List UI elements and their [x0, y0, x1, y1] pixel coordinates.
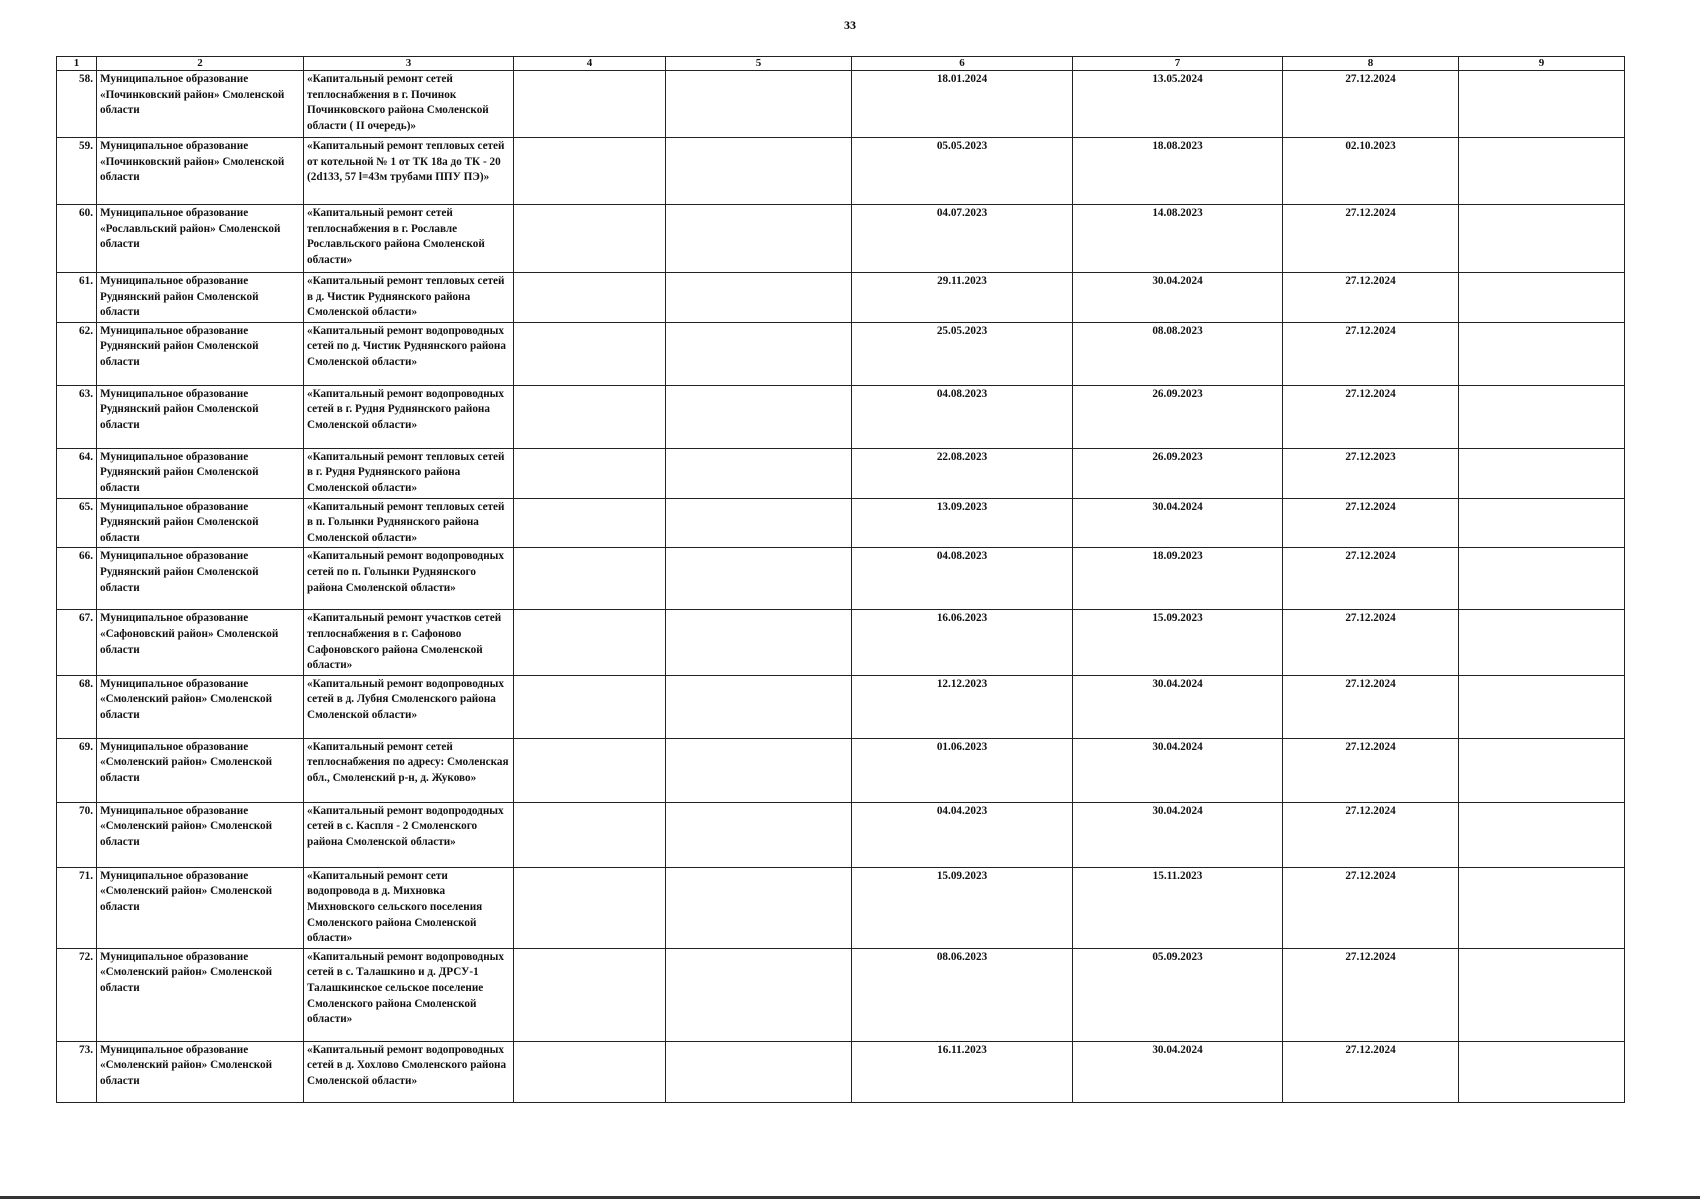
row-number: 67. [57, 610, 97, 675]
date-mid-cell: 30.04.2024 [1073, 802, 1283, 867]
municipality-cell: Муниципальное образование «Рославльский район» Смоленской области [97, 205, 304, 273]
column-4-cell [514, 675, 666, 738]
municipality-cell: Муниципальное образование «Смоленский район» Смоленской области [97, 1041, 304, 1102]
municipality-cell: Муниципальное образование «Смоленский район» Смоленской области [97, 675, 304, 738]
column-4-cell [514, 322, 666, 385]
row-number: 62. [57, 322, 97, 385]
row-number: 73. [57, 1041, 97, 1102]
bottom-rule [0, 1196, 1700, 1199]
column-4-cell [514, 948, 666, 1041]
row-number: 68. [57, 675, 97, 738]
object-cell: «Капитальный ремонт тепловых сетей от котельной № 1 от ТК 18а до ТК - 20 (2d133, 57 l=43м трубами ППУ ПЭ)» [304, 138, 514, 205]
object-cell: «Капитальный ремонт водопроводных сетей по п. Голынки Руднянского района Смоленской области» [304, 548, 514, 610]
column-9-cell [1459, 385, 1625, 448]
date-start-cell: 04.08.2023 [852, 548, 1073, 610]
column-5-cell [666, 675, 852, 738]
column-header: 8 [1283, 57, 1459, 71]
table-row [57, 138, 1625, 205]
municipality-cell: Муниципальное образование «Смоленский район» Смоленской области [97, 738, 304, 802]
date-start-cell: 13.09.2023 [852, 498, 1073, 548]
date-end-cell: 27.12.2024 [1283, 498, 1459, 548]
date-mid-cell: 14.08.2023 [1073, 205, 1283, 273]
date-start-cell: 15.09.2023 [852, 867, 1073, 948]
column-9-cell [1459, 802, 1625, 867]
column-9-cell [1459, 273, 1625, 323]
municipality-cell: Муниципальное образование Руднянский район Смоленской области [97, 385, 304, 448]
column-4-cell [514, 738, 666, 802]
column-5-cell [666, 1041, 852, 1102]
date-start-cell: 04.08.2023 [852, 385, 1073, 448]
row-number: 58. [57, 71, 97, 138]
date-end-cell: 27.12.2024 [1283, 205, 1459, 273]
date-end-cell: 02.10.2023 [1283, 138, 1459, 205]
column-4-cell [514, 867, 666, 948]
date-end-cell: 27.12.2024 [1283, 322, 1459, 385]
column-9-cell [1459, 948, 1625, 1041]
column-4-cell [514, 205, 666, 273]
date-start-cell: 04.07.2023 [852, 205, 1073, 273]
municipality-cell: Муниципальное образование Руднянский район Смоленской области [97, 498, 304, 548]
municipality-cell: Муниципальное образование Руднянский район Смоленской области [97, 548, 304, 610]
date-end-cell: 27.12.2024 [1283, 1041, 1459, 1102]
column-9-cell [1459, 448, 1625, 498]
object-cell: «Капитальный ремонт тепловых сетей в п. Голынки Руднянского района Смоленской области» [304, 498, 514, 548]
column-5-cell [666, 498, 852, 548]
column-header: 1 [57, 57, 97, 71]
column-4-cell [514, 548, 666, 610]
column-4-cell [514, 71, 666, 138]
column-4-cell [514, 802, 666, 867]
date-end-cell: 27.12.2024 [1283, 948, 1459, 1041]
column-header: 9 [1459, 57, 1625, 71]
row-number: 72. [57, 948, 97, 1041]
object-cell: «Капитальный ремонт сетей теплоснабжения в г. Рославле Рославльского района Смоленской области» [304, 205, 514, 273]
municipality-cell: Муниципальное образование «Смоленский район» Смоленской области [97, 867, 304, 948]
column-5-cell [666, 273, 852, 323]
date-end-cell: 27.12.2024 [1283, 675, 1459, 738]
date-mid-cell: 18.09.2023 [1073, 548, 1283, 610]
column-header: 4 [514, 57, 666, 71]
row-number: 71. [57, 867, 97, 948]
column-4-cell [514, 610, 666, 675]
date-start-cell: 18.01.2024 [852, 71, 1073, 138]
municipality-cell: Муниципальное образование «Сафоновский район» Смоленской области [97, 610, 304, 675]
page-number: 33 [844, 18, 856, 32]
column-9-cell [1459, 205, 1625, 273]
date-end-cell: 27.12.2024 [1283, 548, 1459, 610]
column-5-cell [666, 610, 852, 675]
column-5-cell [666, 867, 852, 948]
date-start-cell: 05.05.2023 [852, 138, 1073, 205]
column-4-cell [514, 385, 666, 448]
object-cell: «Капитальный ремонт тепловых сетей в г. Рудня Руднянского района Смоленской области» [304, 448, 514, 498]
object-cell: «Капитальный ремонт сети водопровода в д. Михновка Михновского сельского поселения Смоленского района Смоленской области» [304, 867, 514, 948]
table-row [57, 610, 1625, 675]
column-9-cell [1459, 675, 1625, 738]
object-cell: «Капитальный ремонт водопроводных сетей в д. Лубня Смоленского района Смоленской области» [304, 675, 514, 738]
row-number: 66. [57, 548, 97, 610]
table-row [57, 738, 1625, 802]
column-9-cell [1459, 138, 1625, 205]
column-9-cell [1459, 610, 1625, 675]
column-5-cell [666, 322, 852, 385]
column-header: 3 [304, 57, 514, 71]
date-mid-cell: 30.04.2024 [1073, 1041, 1283, 1102]
object-cell: «Капитальный ремонт сетей теплоснабжения в г. Починок Починковского района Смоленской области ( II очередь)» [304, 71, 514, 138]
object-cell: «Капитальный ремонт водопроводных сетей в г. Рудня Руднянского района Смоленской области» [304, 385, 514, 448]
object-cell: «Капитальный ремонт участков сетей теплоснабжения в г. Сафоново Сафоновского района Смоленской области» [304, 610, 514, 675]
date-start-cell: 01.06.2023 [852, 738, 1073, 802]
column-5-cell [666, 205, 852, 273]
date-mid-cell: 13.05.2024 [1073, 71, 1283, 138]
date-mid-cell: 30.04.2024 [1073, 498, 1283, 548]
row-number: 60. [57, 205, 97, 273]
column-4-cell [514, 273, 666, 323]
column-header: 7 [1073, 57, 1283, 71]
table-row [57, 675, 1625, 738]
row-number: 61. [57, 273, 97, 323]
row-number: 69. [57, 738, 97, 802]
object-cell: «Капитальный ремонт тепловых сетей в д. Чистик Руднянского района Смоленской области» [304, 273, 514, 323]
date-mid-cell: 05.09.2023 [1073, 948, 1283, 1041]
column-5-cell [666, 738, 852, 802]
date-mid-cell: 30.04.2024 [1073, 273, 1283, 323]
table-row [57, 448, 1625, 498]
column-header: 5 [666, 57, 852, 71]
table-row [57, 71, 1625, 138]
date-mid-cell: 15.11.2023 [1073, 867, 1283, 948]
date-start-cell: 12.12.2023 [852, 675, 1073, 738]
object-cell: «Капитальный ремонт водопроводных сетей по д. Чистик Руднянского района Смоленской области» [304, 322, 514, 385]
column-5-cell [666, 385, 852, 448]
column-4-cell [514, 138, 666, 205]
table-row [57, 273, 1625, 323]
table-row [57, 1041, 1625, 1102]
column-9-cell [1459, 738, 1625, 802]
date-mid-cell: 08.08.2023 [1073, 322, 1283, 385]
column-5-cell [666, 138, 852, 205]
object-cell: «Капитальный ремонт водопрододных сетей в с. Каспля - 2 Смоленского района Смоленской области» [304, 802, 514, 867]
row-number: 70. [57, 802, 97, 867]
municipality-cell: Муниципальное образование Руднянский район Смоленской области [97, 448, 304, 498]
column-9-cell [1459, 322, 1625, 385]
date-mid-cell: 30.04.2024 [1073, 675, 1283, 738]
column-9-cell [1459, 867, 1625, 948]
date-end-cell: 27.12.2024 [1283, 802, 1459, 867]
date-end-cell: 27.12.2023 [1283, 448, 1459, 498]
municipality-cell: Муниципальное образование «Починковский район» Смоленской области [97, 138, 304, 205]
table-row [57, 498, 1625, 548]
date-start-cell: 29.11.2023 [852, 273, 1073, 323]
date-mid-cell: 26.09.2023 [1073, 385, 1283, 448]
column-5-cell [666, 448, 852, 498]
object-cell: «Капитальный ремонт водопроводных сетей в с. Талашкино и д. ДРСУ-1 Талашкинское сельское поселение Смоленского района Смоленской области» [304, 948, 514, 1041]
municipality-cell: Муниципальное образование «Смоленский район» Смоленской области [97, 802, 304, 867]
date-mid-cell: 18.08.2023 [1073, 138, 1283, 205]
municipality-cell: Муниципальное образование Руднянский район Смоленской области [97, 322, 304, 385]
table-row [57, 548, 1625, 610]
date-mid-cell: 30.04.2024 [1073, 738, 1283, 802]
table-row [57, 867, 1625, 948]
column-header: 6 [852, 57, 1073, 71]
date-start-cell: 22.08.2023 [852, 448, 1073, 498]
date-end-cell: 27.12.2024 [1283, 738, 1459, 802]
column-4-cell [514, 498, 666, 548]
date-start-cell: 08.06.2023 [852, 948, 1073, 1041]
date-end-cell: 27.12.2024 [1283, 610, 1459, 675]
municipality-cell: Муниципальное образование «Починковский район» Смоленской области [97, 71, 304, 138]
column-9-cell [1459, 71, 1625, 138]
column-5-cell [666, 548, 852, 610]
table-row [57, 802, 1625, 867]
column-9-cell [1459, 548, 1625, 610]
date-start-cell: 16.11.2023 [852, 1041, 1073, 1102]
date-end-cell: 27.12.2024 [1283, 385, 1459, 448]
row-number: 65. [57, 498, 97, 548]
table-row [57, 205, 1625, 273]
date-mid-cell: 26.09.2023 [1073, 448, 1283, 498]
table-row [57, 948, 1625, 1041]
row-number: 59. [57, 138, 97, 205]
municipality-cell: Муниципальное образование Руднянский район Смоленской области [97, 273, 304, 323]
column-header: 2 [97, 57, 304, 71]
object-cell: «Капитальный ремонт водопроводных сетей в д. Хохлово Смоленского района Смоленской области» [304, 1041, 514, 1102]
object-cell: «Капитальный ремонт сетей теплоснабжения по адресу: Смоленская обл., Смоленский р-н, д. Жуково» [304, 738, 514, 802]
column-9-cell [1459, 1041, 1625, 1102]
column-5-cell [666, 71, 852, 138]
date-end-cell: 27.12.2024 [1283, 71, 1459, 138]
column-5-cell [666, 948, 852, 1041]
row-number: 63. [57, 385, 97, 448]
date-start-cell: 04.04.2023 [852, 802, 1073, 867]
works-table [56, 56, 1625, 1103]
table-row [57, 322, 1625, 385]
row-number: 64. [57, 448, 97, 498]
table-row [57, 385, 1625, 448]
date-mid-cell: 15.09.2023 [1073, 610, 1283, 675]
column-4-cell [514, 448, 666, 498]
date-start-cell: 16.06.2023 [852, 610, 1073, 675]
column-9-cell [1459, 498, 1625, 548]
date-end-cell: 27.12.2024 [1283, 867, 1459, 948]
date-start-cell: 25.05.2023 [852, 322, 1073, 385]
date-end-cell: 27.12.2024 [1283, 273, 1459, 323]
column-5-cell [666, 802, 852, 867]
column-4-cell [514, 1041, 666, 1102]
column-number-row [57, 57, 1625, 71]
municipality-cell: Муниципальное образование «Смоленский район» Смоленской области [97, 948, 304, 1041]
